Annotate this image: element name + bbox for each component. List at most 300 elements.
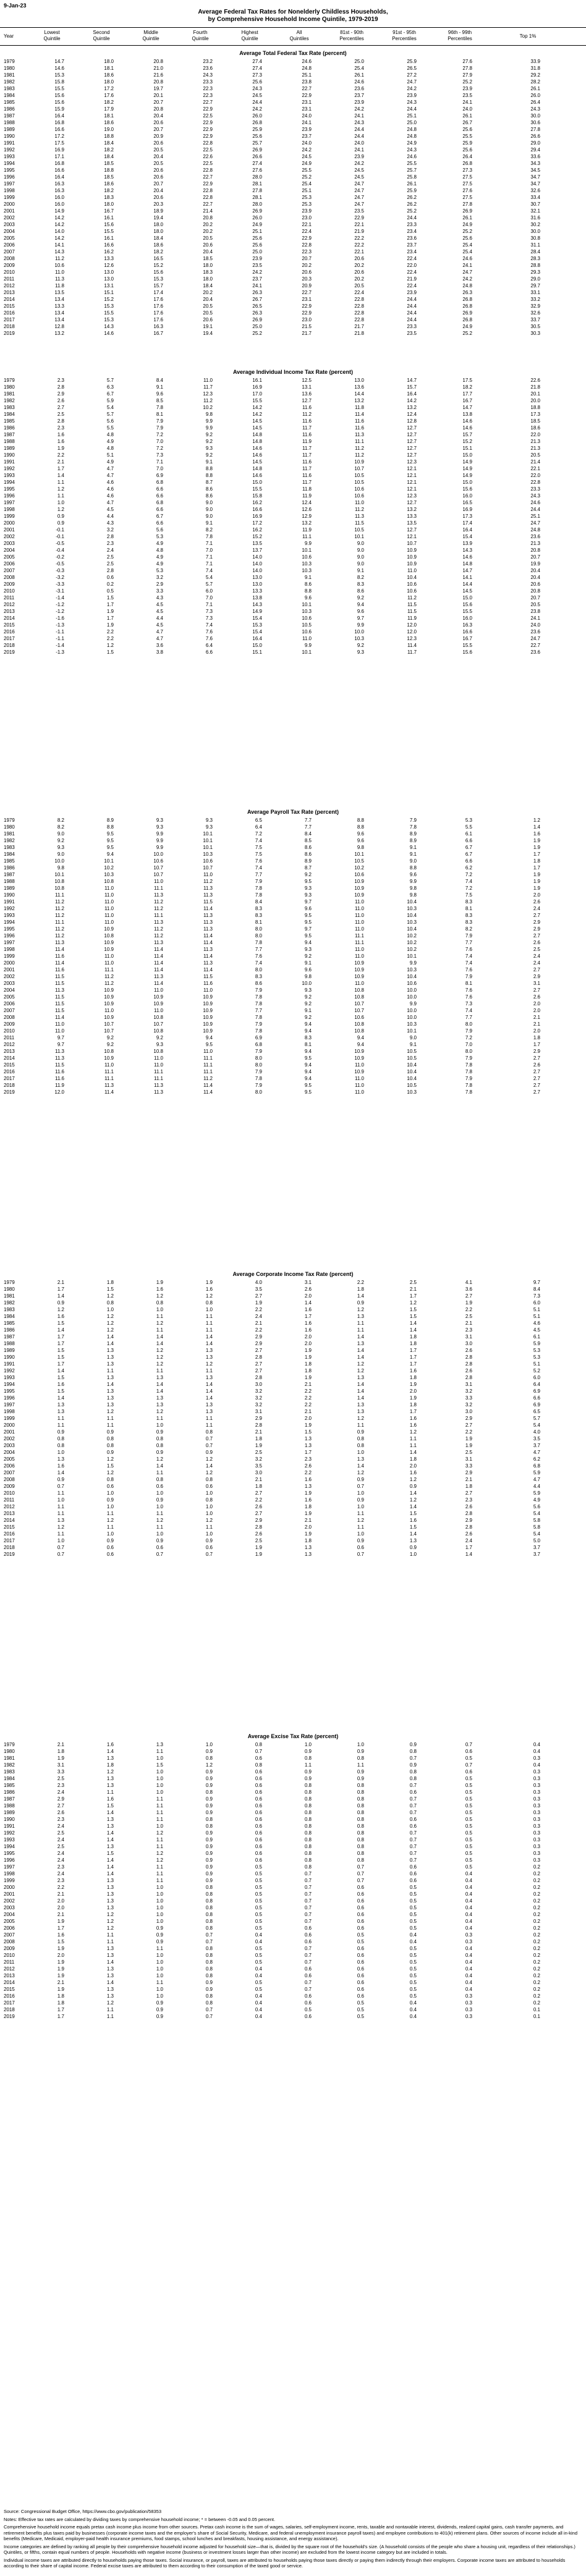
row-value: 1.0 xyxy=(357,1742,364,1747)
row-value: 14.5 xyxy=(252,459,262,465)
row-value: 0.8 xyxy=(357,1443,364,1448)
row-year: 2017 xyxy=(4,2000,15,2006)
row-value: 8.2 xyxy=(357,575,364,580)
row-value: 1.6 xyxy=(57,1314,64,1319)
row-value: 2.4 xyxy=(533,960,540,966)
row-value: 0.6 xyxy=(357,1545,364,1550)
row-value: 1.5 xyxy=(106,1803,114,1809)
row-year: 1989 xyxy=(4,885,15,891)
row-value: 1.9 xyxy=(304,1354,312,1360)
row-year: 1998 xyxy=(4,188,15,193)
row-value: 7.0 xyxy=(156,466,163,471)
row-value: 6.7 xyxy=(156,513,163,519)
row-value: 5.4 xyxy=(106,405,114,410)
row-value: 14.2 xyxy=(54,222,64,227)
row-value: 0.6 xyxy=(409,1864,417,1870)
row-value: 34.5 xyxy=(530,167,540,173)
row-value: 7.8 xyxy=(255,1001,262,1007)
row-value: 0.6 xyxy=(255,1844,262,1849)
row-year: 1985 xyxy=(4,1783,15,1788)
row-value: 0.8 xyxy=(409,1749,417,1754)
row-value: 0.7 xyxy=(409,1783,417,1788)
row-value: 12.1 xyxy=(407,466,417,471)
row-value: 11.0 xyxy=(355,947,364,952)
row-value: 1.7 xyxy=(533,1042,540,1047)
row-value: 0.7 xyxy=(205,1552,213,1557)
row-value: 20.7 xyxy=(153,181,163,187)
row-value: 25.1 xyxy=(407,113,417,119)
row-value: -0.1 xyxy=(56,534,64,539)
row-value: 1.8 xyxy=(106,1762,114,1768)
table-row xyxy=(0,2000,586,2006)
row-year: 1995 xyxy=(4,167,15,173)
row-value: 10.1 xyxy=(302,602,312,607)
row-value: 6.5 xyxy=(533,1409,540,1414)
row-year: 1981 xyxy=(4,1755,15,1761)
row-value: 16.4 xyxy=(252,636,262,641)
row-value: 1.2 xyxy=(156,1320,163,1326)
row-value: 2.9 xyxy=(465,1470,472,1476)
table-row xyxy=(0,1891,586,1898)
row-value: 1.9 xyxy=(156,1280,163,1285)
row-value: 0.4 xyxy=(465,1925,472,1931)
row-value: 10.7 xyxy=(354,466,364,471)
row-value: 1.1 xyxy=(156,1524,163,1530)
row-value: 0.7 xyxy=(357,1864,364,1870)
row-value: 0.7 xyxy=(304,1871,312,1877)
row-value: 1.2 xyxy=(106,1314,114,1319)
row-value: 0.9 xyxy=(205,1980,213,1985)
row-value: 16.7 xyxy=(462,636,472,641)
row-value: 8.8 xyxy=(205,473,213,478)
row-value: 0.9 xyxy=(357,1538,364,1543)
row-value: 9.0 xyxy=(205,500,213,505)
row-value: 0.2 xyxy=(533,1953,540,1958)
row-value: 10.9 xyxy=(203,1021,213,1027)
row-value: 14.9 xyxy=(462,473,472,478)
row-value: 0.8 xyxy=(205,1497,213,1503)
row-value: 22.0 xyxy=(530,473,540,478)
row-value: 0.5 xyxy=(465,1789,472,1795)
row-value: 14.3 xyxy=(54,249,64,255)
row-value: 0.6 xyxy=(255,1783,262,1788)
row-value: 11.0 xyxy=(203,987,213,993)
row-value: 0.9 xyxy=(409,1545,417,1550)
table-row xyxy=(0,1945,586,1952)
row-value: 10.0 xyxy=(354,629,364,635)
row-year: 2016 xyxy=(4,310,15,316)
row-value: 1.4 xyxy=(205,1395,213,1401)
row-value: 1.2 xyxy=(57,1307,64,1312)
row-year: 1990 xyxy=(4,1817,15,1822)
row-value: 9.9 xyxy=(304,541,312,546)
row-value: 13.8 xyxy=(462,412,472,417)
table-row xyxy=(0,844,586,851)
table-row xyxy=(0,235,586,242)
row-value: 16.7 xyxy=(153,331,163,336)
table-row xyxy=(0,1299,586,1306)
row-value: 0.4 xyxy=(465,1891,472,1897)
row-value: 4.8 xyxy=(106,432,114,437)
row-value: 1.3 xyxy=(106,1375,114,1380)
row-value: 8.8 xyxy=(304,588,312,594)
row-value: 18.6 xyxy=(104,181,114,187)
row-value: 16.1 xyxy=(252,378,262,383)
row-value: 10.9 xyxy=(104,940,114,945)
table-row xyxy=(0,554,586,560)
row-value: 20.5 xyxy=(530,452,540,458)
row-value: 6.0 xyxy=(533,1375,540,1380)
row-value: 24.3 xyxy=(530,106,540,112)
row-year: 1995 xyxy=(4,1388,15,1394)
row-value: 0.6 xyxy=(255,1837,262,1843)
row-year: 2017 xyxy=(4,317,15,323)
row-value: 13.7 xyxy=(252,547,262,553)
row-value: 10.2 xyxy=(407,947,417,952)
row-value: 16.1 xyxy=(104,235,114,241)
row-value: 15.5 xyxy=(252,486,262,492)
row-value: 0.6 xyxy=(304,1925,312,1931)
row-value: 20.7 xyxy=(153,127,163,132)
row-value: 23.5 xyxy=(407,331,417,336)
table-row xyxy=(0,431,586,438)
row-value: 26.9 xyxy=(462,310,472,316)
row-value: 5.1 xyxy=(533,1307,540,1312)
row-value: 15.0 xyxy=(462,452,472,458)
row-value: 10.9 xyxy=(354,459,364,465)
row-value: 8.3 xyxy=(255,974,262,979)
table-row xyxy=(0,187,586,194)
row-value: 7.9 xyxy=(156,425,163,431)
row-value: 9.7 xyxy=(533,1280,540,1285)
table-row xyxy=(0,112,586,119)
table-row xyxy=(0,214,586,221)
row-value: 28.0 xyxy=(252,174,262,180)
row-value: 1.6 xyxy=(304,1307,312,1312)
row-value: 29.4 xyxy=(530,147,540,153)
row-value: 2.0 xyxy=(409,1463,417,1469)
row-value: 10.1 xyxy=(407,1028,417,1034)
row-year: 1993 xyxy=(4,1837,15,1843)
row-value: 1.4 xyxy=(409,1504,417,1510)
row-value: 0.9 xyxy=(156,1497,163,1503)
row-value: 25.4 xyxy=(354,65,364,71)
row-value: 1.4 xyxy=(57,1368,64,1374)
row-value: 1.2 xyxy=(57,1524,64,1530)
table-row xyxy=(0,1782,586,1789)
row-value: 4.7 xyxy=(533,1450,540,1455)
row-year: 2016 xyxy=(4,1993,15,1999)
row-year: 1992 xyxy=(4,147,15,153)
row-value: 6.2 xyxy=(533,1456,540,1462)
row-value: 20.6 xyxy=(153,140,163,146)
row-value: 1.6 xyxy=(409,1518,417,1523)
row-value: 11.2 xyxy=(203,879,213,884)
table-row xyxy=(0,1918,586,1925)
row-value: 7.3 xyxy=(205,615,213,621)
row-year: 2010 xyxy=(4,1490,15,1496)
row-value: -1.1 xyxy=(56,636,64,641)
row-value: 10.4 xyxy=(407,1069,417,1075)
row-value: 6.2 xyxy=(465,865,472,871)
row-value: 24.8 xyxy=(407,127,417,132)
row-value: 1.1 xyxy=(156,1871,163,1877)
row-value: 1.1 xyxy=(205,1314,213,1319)
row-year: 2003 xyxy=(4,981,15,986)
row-value: 9.8 xyxy=(409,885,417,891)
row-value: 11.1 xyxy=(154,913,163,918)
table-row xyxy=(0,1898,586,1904)
row-value: 2.1 xyxy=(255,1477,262,1482)
row-value: 11.6 xyxy=(55,1069,64,1075)
row-year: 1979 xyxy=(4,1742,15,1747)
row-value: 1.2 xyxy=(205,1518,213,1523)
row-value: 2.8 xyxy=(255,1422,262,1428)
row-value: 9.6 xyxy=(304,906,312,911)
row-value: 25.9 xyxy=(407,59,417,64)
row-value: 11.1 xyxy=(355,439,364,444)
row-value: 7.1 xyxy=(205,541,213,546)
row-value: 8.1 xyxy=(255,919,262,925)
row-value: 26.2 xyxy=(407,195,417,200)
row-value: 8.0 xyxy=(255,1055,262,1061)
row-value: 0.8 xyxy=(106,1436,114,1442)
row-value: 0.8 xyxy=(205,1898,213,1904)
row-value: 23.6 xyxy=(530,629,540,635)
row-value: 16.6 xyxy=(54,167,64,173)
row-value: 22.5 xyxy=(203,113,213,119)
row-value: 1.9 xyxy=(57,1919,64,1924)
row-value: -1.4 xyxy=(56,595,64,601)
row-value: 1.0 xyxy=(156,1987,163,1992)
row-value: 26.5 xyxy=(252,303,262,309)
row-value: 11.5 xyxy=(55,1001,64,1007)
row-value: 11.6 xyxy=(55,967,64,973)
row-year: 2017 xyxy=(4,636,15,641)
row-value: 11.0 xyxy=(104,885,114,891)
row-value: 11.3 xyxy=(203,960,213,966)
row-value: 10.7 xyxy=(354,1008,364,1013)
row-value: 0.6 xyxy=(255,1823,262,1829)
row-value: 28.4 xyxy=(530,249,540,255)
row-year: 1984 xyxy=(4,93,15,98)
row-value: 6.4 xyxy=(255,824,262,830)
row-value: 0.5 xyxy=(255,1953,262,1958)
row-value: 2.5 xyxy=(106,561,114,567)
row-value: 11.5 xyxy=(55,1008,64,1013)
row-value: 11.6 xyxy=(355,418,364,424)
row-value: 1.3 xyxy=(106,1878,114,1883)
row-year: 1980 xyxy=(4,65,15,71)
row-value: 27.5 xyxy=(462,195,472,200)
row-value: 1.9 xyxy=(304,1348,312,1353)
row-value: 2.7 xyxy=(533,1069,540,1075)
row-value: 0.5 xyxy=(465,1864,472,1870)
row-value: 11.4 xyxy=(203,967,213,973)
row-value: 11.3 xyxy=(104,1083,114,1088)
row-value: 12.1 xyxy=(407,479,417,485)
row-value: 30.7 xyxy=(530,201,540,207)
row-value: 2.9 xyxy=(465,1518,472,1523)
row-value: 7.4 xyxy=(205,622,213,628)
row-value: 0.9 xyxy=(57,1429,64,1435)
row-value: 2.2 xyxy=(57,452,64,458)
row-value: 26.0 xyxy=(530,93,540,98)
row-value: 0.8 xyxy=(357,1823,364,1829)
row-value: 1.6 xyxy=(409,1416,417,1421)
row-value: 1.1 xyxy=(57,493,64,499)
row-value: -0.4 xyxy=(56,547,64,553)
row-value: 6.0 xyxy=(533,1300,540,1306)
row-value: 0.5 xyxy=(465,1776,472,1781)
table-row xyxy=(0,1503,586,1510)
row-value: 18.2 xyxy=(153,249,163,255)
row-value: 2.4 xyxy=(57,1871,64,1877)
row-year: 2001 xyxy=(4,1891,15,1897)
row-value: 3.5 xyxy=(255,1286,262,1292)
row-value: 23.3 xyxy=(203,79,213,85)
row-value: 20.6 xyxy=(153,167,163,173)
row-value: 6.6 xyxy=(465,838,472,843)
row-value: 1.9 xyxy=(255,1545,262,1550)
row-year: 1983 xyxy=(4,1307,15,1312)
row-value: 1.1 xyxy=(106,1932,114,1938)
row-value: 10.8 xyxy=(153,1049,163,1054)
row-value: 0.5 xyxy=(357,2000,364,2006)
row-value: 19.1 xyxy=(203,324,213,329)
row-value: 4.0 xyxy=(255,1280,262,1285)
row-value: 2.7 xyxy=(255,1490,262,1496)
row-value: 7.0 xyxy=(465,1042,472,1047)
row-value: 1.0 xyxy=(156,1307,163,1312)
row-value: 14.6 xyxy=(462,554,472,560)
row-value: 1.1 xyxy=(156,1803,163,1809)
row-value: 10.9 xyxy=(354,960,364,966)
row-value: 1.5 xyxy=(57,1375,64,1380)
row-value: 3.7 xyxy=(533,1545,540,1550)
row-value: 30.5 xyxy=(530,324,540,329)
table-row xyxy=(0,540,586,547)
table-row xyxy=(0,912,586,919)
row-value: 1.7 xyxy=(304,1450,312,1455)
table-row xyxy=(0,1544,586,1551)
table-row xyxy=(0,160,586,167)
row-value: 1.3 xyxy=(106,1905,114,1911)
row-value: 0.6 xyxy=(357,1953,364,1958)
row-value: 14.0 xyxy=(252,568,262,573)
row-value: 7.9 xyxy=(465,1028,472,1034)
row-value: 1.4 xyxy=(357,1348,364,1353)
row-value: 16.3 xyxy=(462,622,472,628)
row-value: 8.1 xyxy=(304,1042,312,1047)
row-year: 2019 xyxy=(4,2014,15,2019)
row-value: 0.8 xyxy=(409,1776,417,1781)
row-year: 1982 xyxy=(4,398,15,403)
row-value: 1.0 xyxy=(357,1490,364,1496)
row-value: 15.6 xyxy=(462,649,472,655)
row-value: 0.9 xyxy=(357,1477,364,1482)
row-value: 24.6 xyxy=(302,59,312,64)
row-value: 18.6 xyxy=(104,72,114,78)
row-value: 0.8 xyxy=(357,1803,364,1809)
row-value: 0.5 xyxy=(409,1885,417,1890)
row-value: 0.7 xyxy=(57,1552,64,1557)
row-value: 8.9 xyxy=(409,831,417,837)
row-value: 2.9 xyxy=(533,1049,540,1054)
row-value: 9.8 xyxy=(57,865,64,871)
row-value: 20.2 xyxy=(203,290,213,295)
row-value: 9.6 xyxy=(156,391,163,397)
table-row xyxy=(0,174,586,180)
row-value: 10.9 xyxy=(407,554,417,560)
row-value: 0.8 xyxy=(106,1300,114,1306)
row-value: 1.8 xyxy=(465,1484,472,1489)
row-value: 0.8 xyxy=(409,1769,417,1775)
row-value: 1.4 xyxy=(409,1327,417,1333)
row-value: 1.1 xyxy=(156,1314,163,1319)
row-value: 15.7 xyxy=(462,432,472,437)
row-value: 6.7 xyxy=(465,845,472,850)
row-year: 2011 xyxy=(4,595,15,601)
row-value: 23.4 xyxy=(407,229,417,234)
row-value: 0.8 xyxy=(57,1436,64,1442)
row-year: 1989 xyxy=(4,127,15,132)
row-value: 1.1 xyxy=(205,1368,213,1374)
row-value: 12.7 xyxy=(407,446,417,451)
row-value: 11.3 xyxy=(154,974,163,979)
table-row xyxy=(0,1789,586,1796)
table-row xyxy=(0,289,586,296)
row-value: 3.2 xyxy=(255,1456,262,1462)
table-row xyxy=(0,438,586,445)
row-value: 27.4 xyxy=(252,161,262,166)
row-value: 23.9 xyxy=(252,256,262,261)
row-year: 1997 xyxy=(4,940,15,945)
row-value: 0.5 xyxy=(465,1837,472,1843)
row-year: 2015 xyxy=(4,1062,15,1068)
row-value: 4.7 xyxy=(156,629,163,635)
row-value: 26.4 xyxy=(462,154,472,159)
row-value: 1.6 xyxy=(409,1368,417,1374)
row-value: 27.9 xyxy=(462,72,472,78)
row-year: 1987 xyxy=(4,872,15,877)
row-value: 0.8 xyxy=(106,1443,114,1448)
table-section xyxy=(0,48,586,337)
row-year: 1993 xyxy=(4,473,15,478)
row-value: 22.7 xyxy=(530,643,540,648)
row-value: 22.8 xyxy=(530,479,540,485)
row-value: 20.7 xyxy=(153,99,163,105)
row-value: 10.1 xyxy=(354,851,364,857)
row-value: 0.8 xyxy=(304,1823,312,1829)
row-value: 0.6 xyxy=(255,1803,262,1809)
row-value: 0.4 xyxy=(255,1932,262,1938)
row-value: 24.3 xyxy=(354,120,364,125)
row-value: 0.8 xyxy=(205,1993,213,1999)
row-value: 27.6 xyxy=(252,167,262,173)
row-value: 11.5 xyxy=(55,994,64,1000)
row-value: 20.0 xyxy=(530,398,540,403)
row-value: 1.2 xyxy=(156,1857,163,1863)
row-value: 0.6 xyxy=(255,1755,262,1761)
row-value: 6.9 xyxy=(156,473,163,478)
row-value: 0.6 xyxy=(357,1980,364,1985)
row-value: 1.2 xyxy=(106,1409,114,1414)
row-value: 8.3 xyxy=(255,906,262,911)
section-rows xyxy=(0,1279,586,1558)
row-value: 30.2 xyxy=(530,222,540,227)
row-value: 13.6 xyxy=(302,391,312,397)
